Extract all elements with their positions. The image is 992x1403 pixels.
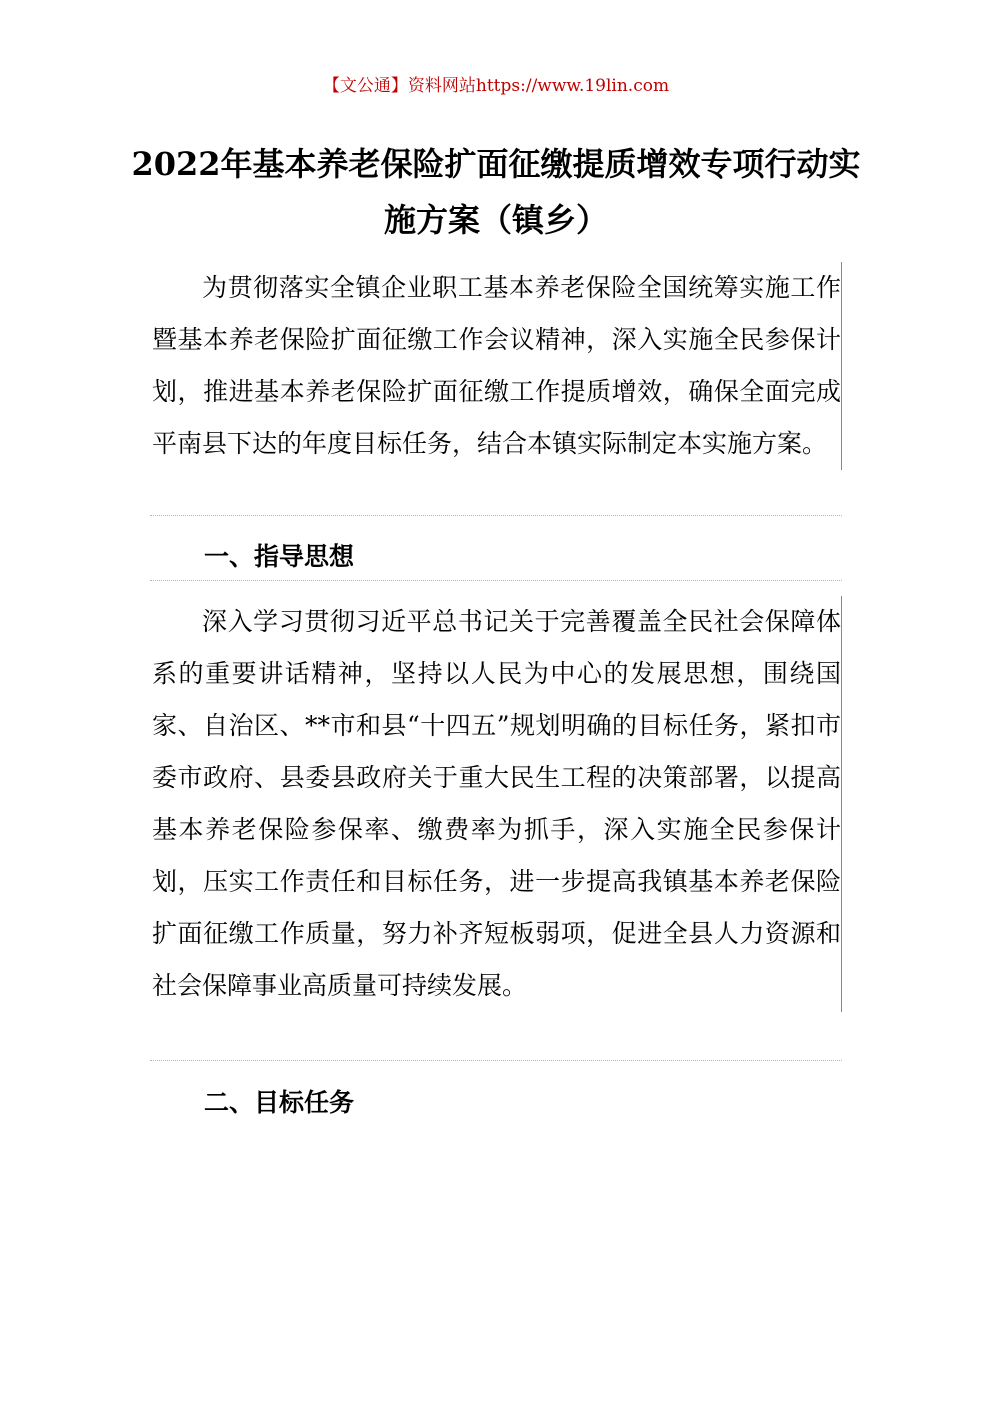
- section-heading-guiding-ideology: 一、指导思想: [204, 542, 355, 571]
- site-header: 【文公通】资料网站https://www.19lin.com: [322, 76, 670, 96]
- section-heading-target-tasks: 二、目标任务: [204, 1088, 355, 1117]
- divider: [150, 515, 842, 516]
- divider: [150, 1060, 842, 1061]
- divider: [150, 580, 842, 581]
- guiding-ideology-paragraph: 深入学习贯彻习近平总书记关于完善覆盖全民社会保障体系的重要讲话精神，坚持以人民为中心的发展思想，围绕国家、自治区、**市和县“十四五”规划明确的目标任务，紧扣市委市政府、县委县政府关于重大民生工程的决策部署，以提高基本养老保险参保率、缴费率为抓手，深入实施全民参保计划，压实工作责任和目标任务，进一步提高我镇基本养老保险扩面征缴工作质量，努力补齐短板弱项，促进全县人力资源和社会保障事业高质量可持续发展。: [152, 596, 842, 1012]
- intro-paragraph: 为贯彻落实全镇企业职工基本养老保险全国统筹实施工作暨基本养老保险扩面征缴工作会议精神，深入实施全民参保计划，推进基本养老保险扩面征缴工作提质增效，确保全面完成平南县下达的年度目标任务，结合本镇实际制定本实施方案。: [152, 262, 842, 470]
- document-title: 2022年基本养老保险扩面征缴提质增效专项行动实施方案（镇乡）: [131, 145, 861, 239]
